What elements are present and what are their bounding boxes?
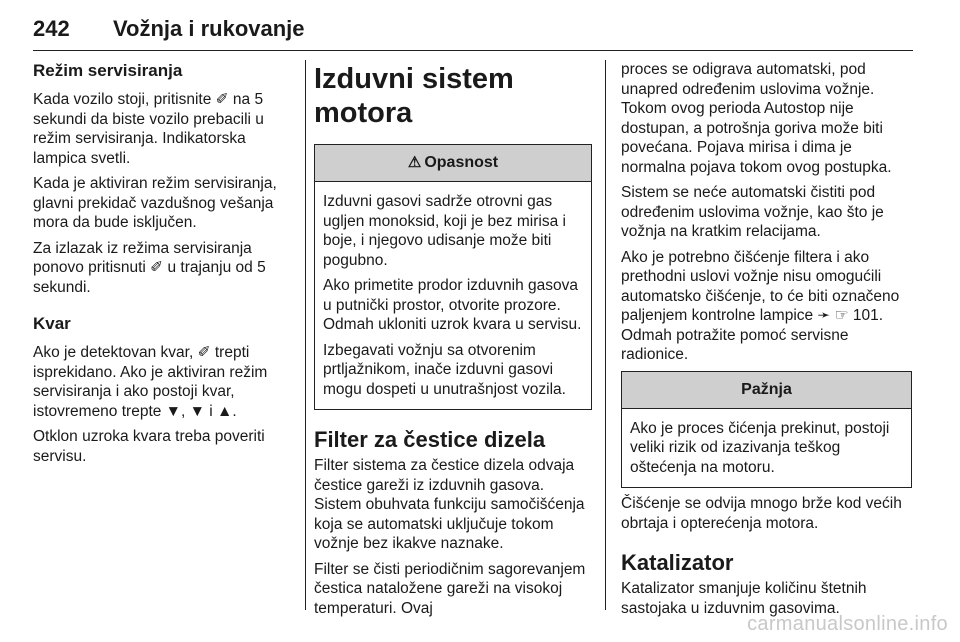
section-heading: Filter za čestice dizela [314, 427, 546, 452]
warning-title: Opasnost [424, 154, 499, 171]
column-divider [305, 60, 306, 610]
warning-body [315, 182, 591, 409]
warning-icon: ⚠ [407, 154, 422, 171]
column-left [33, 60, 295, 472]
paragraph: Kada vozilo stoji, pritisnite ✐ na 5 sekundi da biste vozilo prebacili u režim servisiranja. Indikatorska lampica svetli. [33, 91, 264, 167]
page-section-title: Izduvni sistem motora [314, 63, 514, 129]
paragraph: Ako je proces čićenja prekinut, postoji veliki rizik od izazivanja teškog oštećenja na motoru. [630, 419, 890, 476]
warning-header [315, 145, 591, 182]
notice-body [622, 409, 911, 488]
section-heading: Kvar [33, 314, 71, 333]
paragraph: Kada je aktiviran režim servisiranja, glavni prekidač vazdušnog vešanja mora da bude isključen. [33, 175, 277, 231]
paragraph: Filter sistema za čestice dizela odvaja čestice gareži iz izduvnih gasova. Sistem obuhvata funkciju samočišćenja koja se automatski uključuje tokom vožnje bez ikakve naznake. [314, 457, 585, 552]
section-heading: Režim servisiranja [33, 61, 183, 80]
paragraph: Otklon uzroka kvara treba poveriti servisu. [33, 428, 265, 465]
paragraph: Ako primetite prodor izduvnih gasova u putnički prostor, otvorite prozore. Odmah ukloniti uzrok kvara u servisu. [323, 277, 582, 333]
page-header [33, 10, 913, 51]
paragraph: Čišćenje se odvija mnogo brže kod većih obrtaja i opterećenja motora. [621, 495, 902, 532]
paragraph: proces se odigrava automatski, pod unapred određenim uslovima vožnje. Tokom ovog perioda Autostop nije dostupan, a potrošnja goriva može biti povećana. Pojava mirisa i dima je normalna pojava tokom ovog postupka. [621, 61, 892, 176]
paragraph: Filter se čisti periodičnim sagorevanjem čestica nataložene gareži na visokoj temperaturi. Ovaj [314, 560, 586, 617]
paragraph: Katalizator smanjuje količinu štetnih sastojaka u izduvnim gasovima. [621, 580, 867, 617]
paragraph: Ako je potrebno čišćenje filtera i ako prethodni uslovi vožnje nisu omogućili automatsko čišćenje, to će biti označeno paljenjem kontrolne lampice ➛ ☞ 101. Odmah potražite pomoć servisne radionice. [621, 248, 900, 363]
paragraph: Sistem se neće automatski čistiti pod određenim uslovima vožnje, kao što je vožnja na kratkim relacijama. [621, 184, 884, 240]
column-middle [314, 60, 592, 624]
notice-header: Pažnja [622, 372, 911, 409]
notice-box [621, 371, 912, 489]
warning-box [314, 144, 592, 410]
column-divider [605, 60, 606, 610]
chapter-title: Vožnja i rukovanje [113, 16, 305, 41]
section-heading: Katalizator [621, 550, 734, 575]
paragraph: Izbegavati vožnju sa otvorenim prtljažnikom, inače izduvni gasovi mogu dospeti u unutrašnjost vozila. [323, 341, 566, 398]
paragraph: Izduvni gasovi sadrže otrovni gas ugljen monoksid, koji je bez mirisa i boje, i njegovo udisanje može biti pogubno. [323, 193, 566, 269]
page-number: 242 [33, 16, 70, 41]
paragraph: Za izlazak iz režima servisiranja ponovo pritisnuti ✐ u trajanju od 5 sekundi. [33, 239, 266, 296]
paragraph: Ako je detektovan kvar, ✐ trepti isprekidano. Ako je aktiviran režim servisiranja i ako postoji kvar, istovremeno trepte ▼, ▼ i ▲. [33, 344, 268, 420]
column-right [621, 60, 912, 624]
watermark: carmanualsonline.info [747, 613, 948, 635]
